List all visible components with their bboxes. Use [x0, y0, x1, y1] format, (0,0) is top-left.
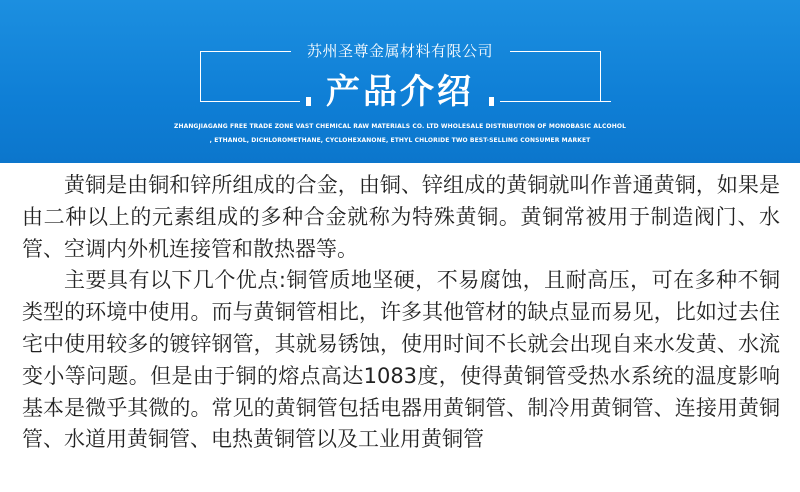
english-subtitle-line-1: ZHANGJIAGANG FREE TRADE ZONE VAST CHEMICAL RAW MATERIALS CO. LTD WHOLESALE DISTRIBUTION OF MONOBASIC ALCOHOL [174, 123, 626, 130]
article-body [22, 170, 780, 456]
paragraph-intro: 黄铜是由铜和锌所组成的合金，由铜、锌组成的黄铜就叫作普通黄铜，如果是由二种以上的元素组成的多种合金就称为特殊黄铜。黄铜常被用于制造阀门、水管、空调内外机连接管和散热器等。 [22, 173, 780, 261]
english-subtitle-line-2: , ETHANOL, DICHLOROMETHANE, CYCLOHEXANONE, ETHYL CHLORIDE TWO BEST-SELLING CONSUMER MARKET [209, 137, 591, 144]
paragraph-advantages: 主要具有以下几个优点:铜管质地坚硬，不易腐蚀，且耐高压，可在多种不铜类型的环境中使用。而与黄铜管相比，许多其他管材的缺点显而易见，比如过去住宅中使用较多的镀锌钢管，其就易锈蚀，使用时间不长就会出现自来水发黄、水流变小等问题。但是由于铜的熔点高达1083度，使得黄铜管受热水系统的温度影响基本是微乎其微的。常见的黄铜管包括电器用黄铜管、制冷用黄铜管、连接用黄铜管、水道用黄铜管、电热黄铜管以及工业用黄铜管 [22, 268, 780, 452]
header-banner [0, 0, 800, 163]
company-name: 苏州圣尊金属材料有限公司 [306, 42, 493, 60]
section-title: 产品介绍 [326, 72, 474, 112]
